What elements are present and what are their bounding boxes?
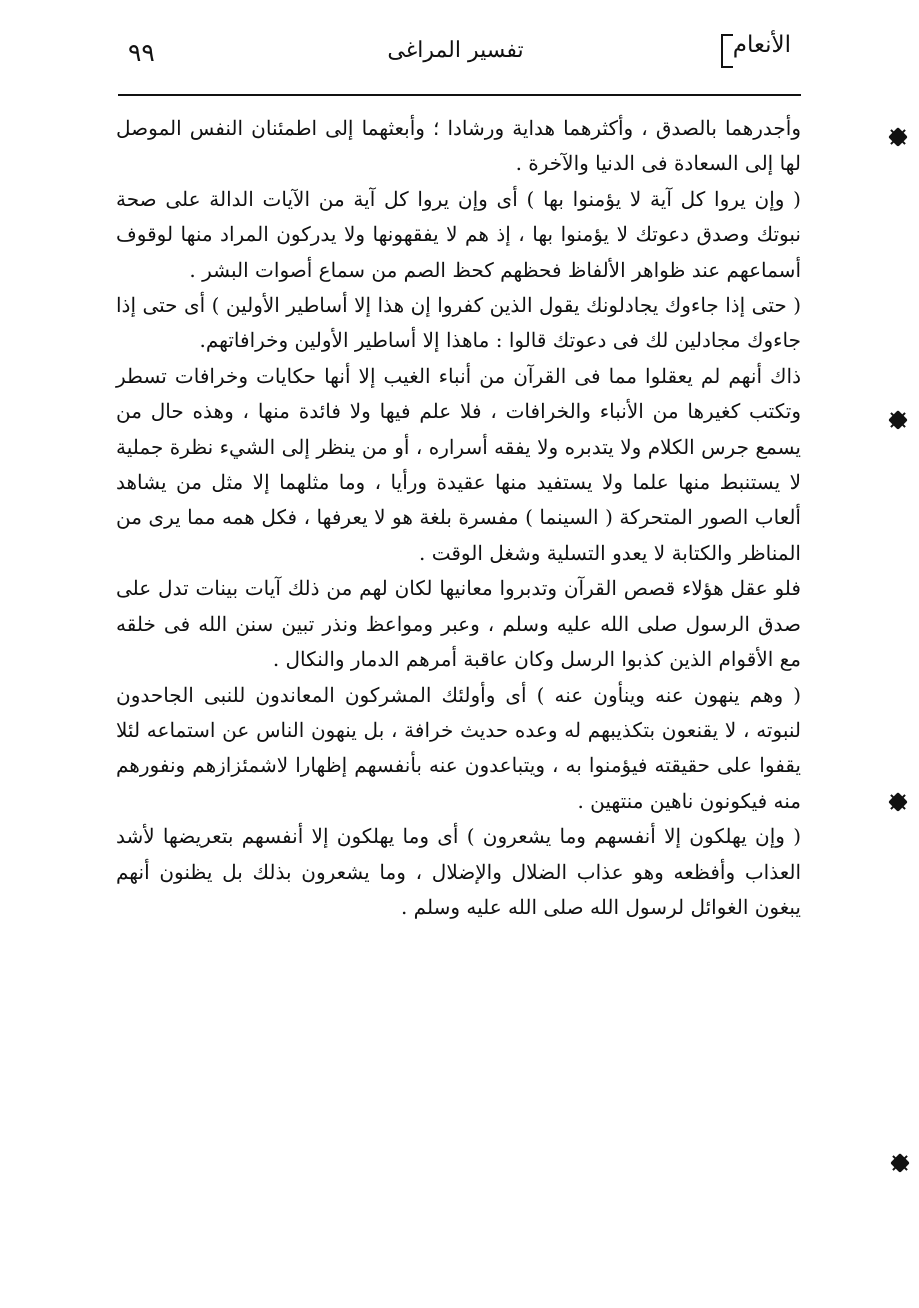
header-divider	[118, 94, 801, 96]
margin-ornament-icon	[890, 1153, 910, 1173]
paragraph-1: وأجدرهما بالصدق ، وأكثرهما هداية ورشادا ؛ وأبعثهما إلى اطمئنان النفس الموصل لها إلى السعادة فى الدنيا والآخرة .	[116, 116, 801, 176]
page-header	[120, 34, 791, 80]
page-body	[116, 111, 801, 925]
paragraph-4: ذاك أنهم لم يعقلوا مما فى القرآن من أنباء الغيب إلا أنها حكايات وخرافات تسطر وتكتب كغيرها من الأنباء والخرافات ، فلا علم فيها ولا فائدة منها ، وهذه حال من يسمع جرس الكلام ولا يتدبره ولا يفقه أسراره ، أو من ينظر إلى الشيء نظرة جملية لا يستنبط منها علما ولا يستفيد منها عقيدة ورأيا ، وما مثلهما إلا مثل من يشاهد ألعاب الصور المتحركة ( السينما ) مفسرة بلغة هو لا يعرفها ، فكل همه مما يرى من المناظر والكتابة لا يعدو التسلية وشغل الوقت .	[116, 363, 801, 565]
book-title: تفسير المراغى	[387, 38, 524, 63]
chapter-bracket	[721, 34, 733, 68]
paragraph-3: ( حتى إذا جاءوك يجادلونك يقول الذين كفروا إن هذا إلا أساطير الأولين ) أى حتى إذا جاءوك مجادلين لك فى دعوتك قالوا : ماهذا إلا أساطير الأولين وخرافاتهم.	[116, 293, 801, 353]
page-number: ٩٩	[128, 38, 155, 67]
chapter-name	[717, 34, 791, 68]
margin-ornament-icon	[888, 127, 908, 147]
chapter-label: الأنعام	[732, 32, 791, 58]
paragraph-2: ( وإن يروا كل آية لا يؤمنوا بها ) أى وإن يروا كل آية من الآيات الدالة على صحة نبوتك وصدق دعوتك لا يؤمنوا بها ، إذ هم لا يفقهونها ولا يدركون المراد منها لوقوف أسماعهم عند ظواهر الألفاظ فحظهم كحظ الصم من سماع أصوات البشر .	[116, 186, 801, 282]
paragraph-7: ( وإن يهلكون إلا أنفسهم وما يشعرون ) أى وما يهلكون إلا أنفسهم بتعريضها لأشد العذاب وأفظعه وهو عذاب الضلال والإضلال ، وما يشعرون بذلك بل يظنون أنهم يبغون الغوائل لرسول الله صلى الله عليه وسلم .	[116, 824, 801, 919]
margin-ornament-icon	[888, 792, 908, 812]
paragraph-6: ( وهم ينهون عنه وينأون عنه ) أى وأولئك المشركون المعاندون للنبى الجاحدون لنبوته ، لا يقنعون بتكذيبهم له وعده حديث خرافة ، بل ينهون الناس عن استماعه لئلا يقفوا على حقيقته فيؤمنوا به ، ويتباعدون عنه بأنفسهم إظهارا لاشمئزازهم ونفورهم منه فيكونون ناهين منتهين .	[116, 682, 801, 813]
margin-ornament-icon	[888, 410, 908, 430]
paragraph-5: فلو عقل هؤلاء قصص القرآن وتدبروا معانيها لكان لهم من ذلك آيات بينات تدل على صدق الرسول صلى الله عليه وسلم ، وعبر ومواعظ ونذر تبين سنن الله فى خلقه مع الأقوام الذين كذبوا الرسل وكان عاقبة أمرهم الدمار والنكال .	[116, 576, 801, 672]
